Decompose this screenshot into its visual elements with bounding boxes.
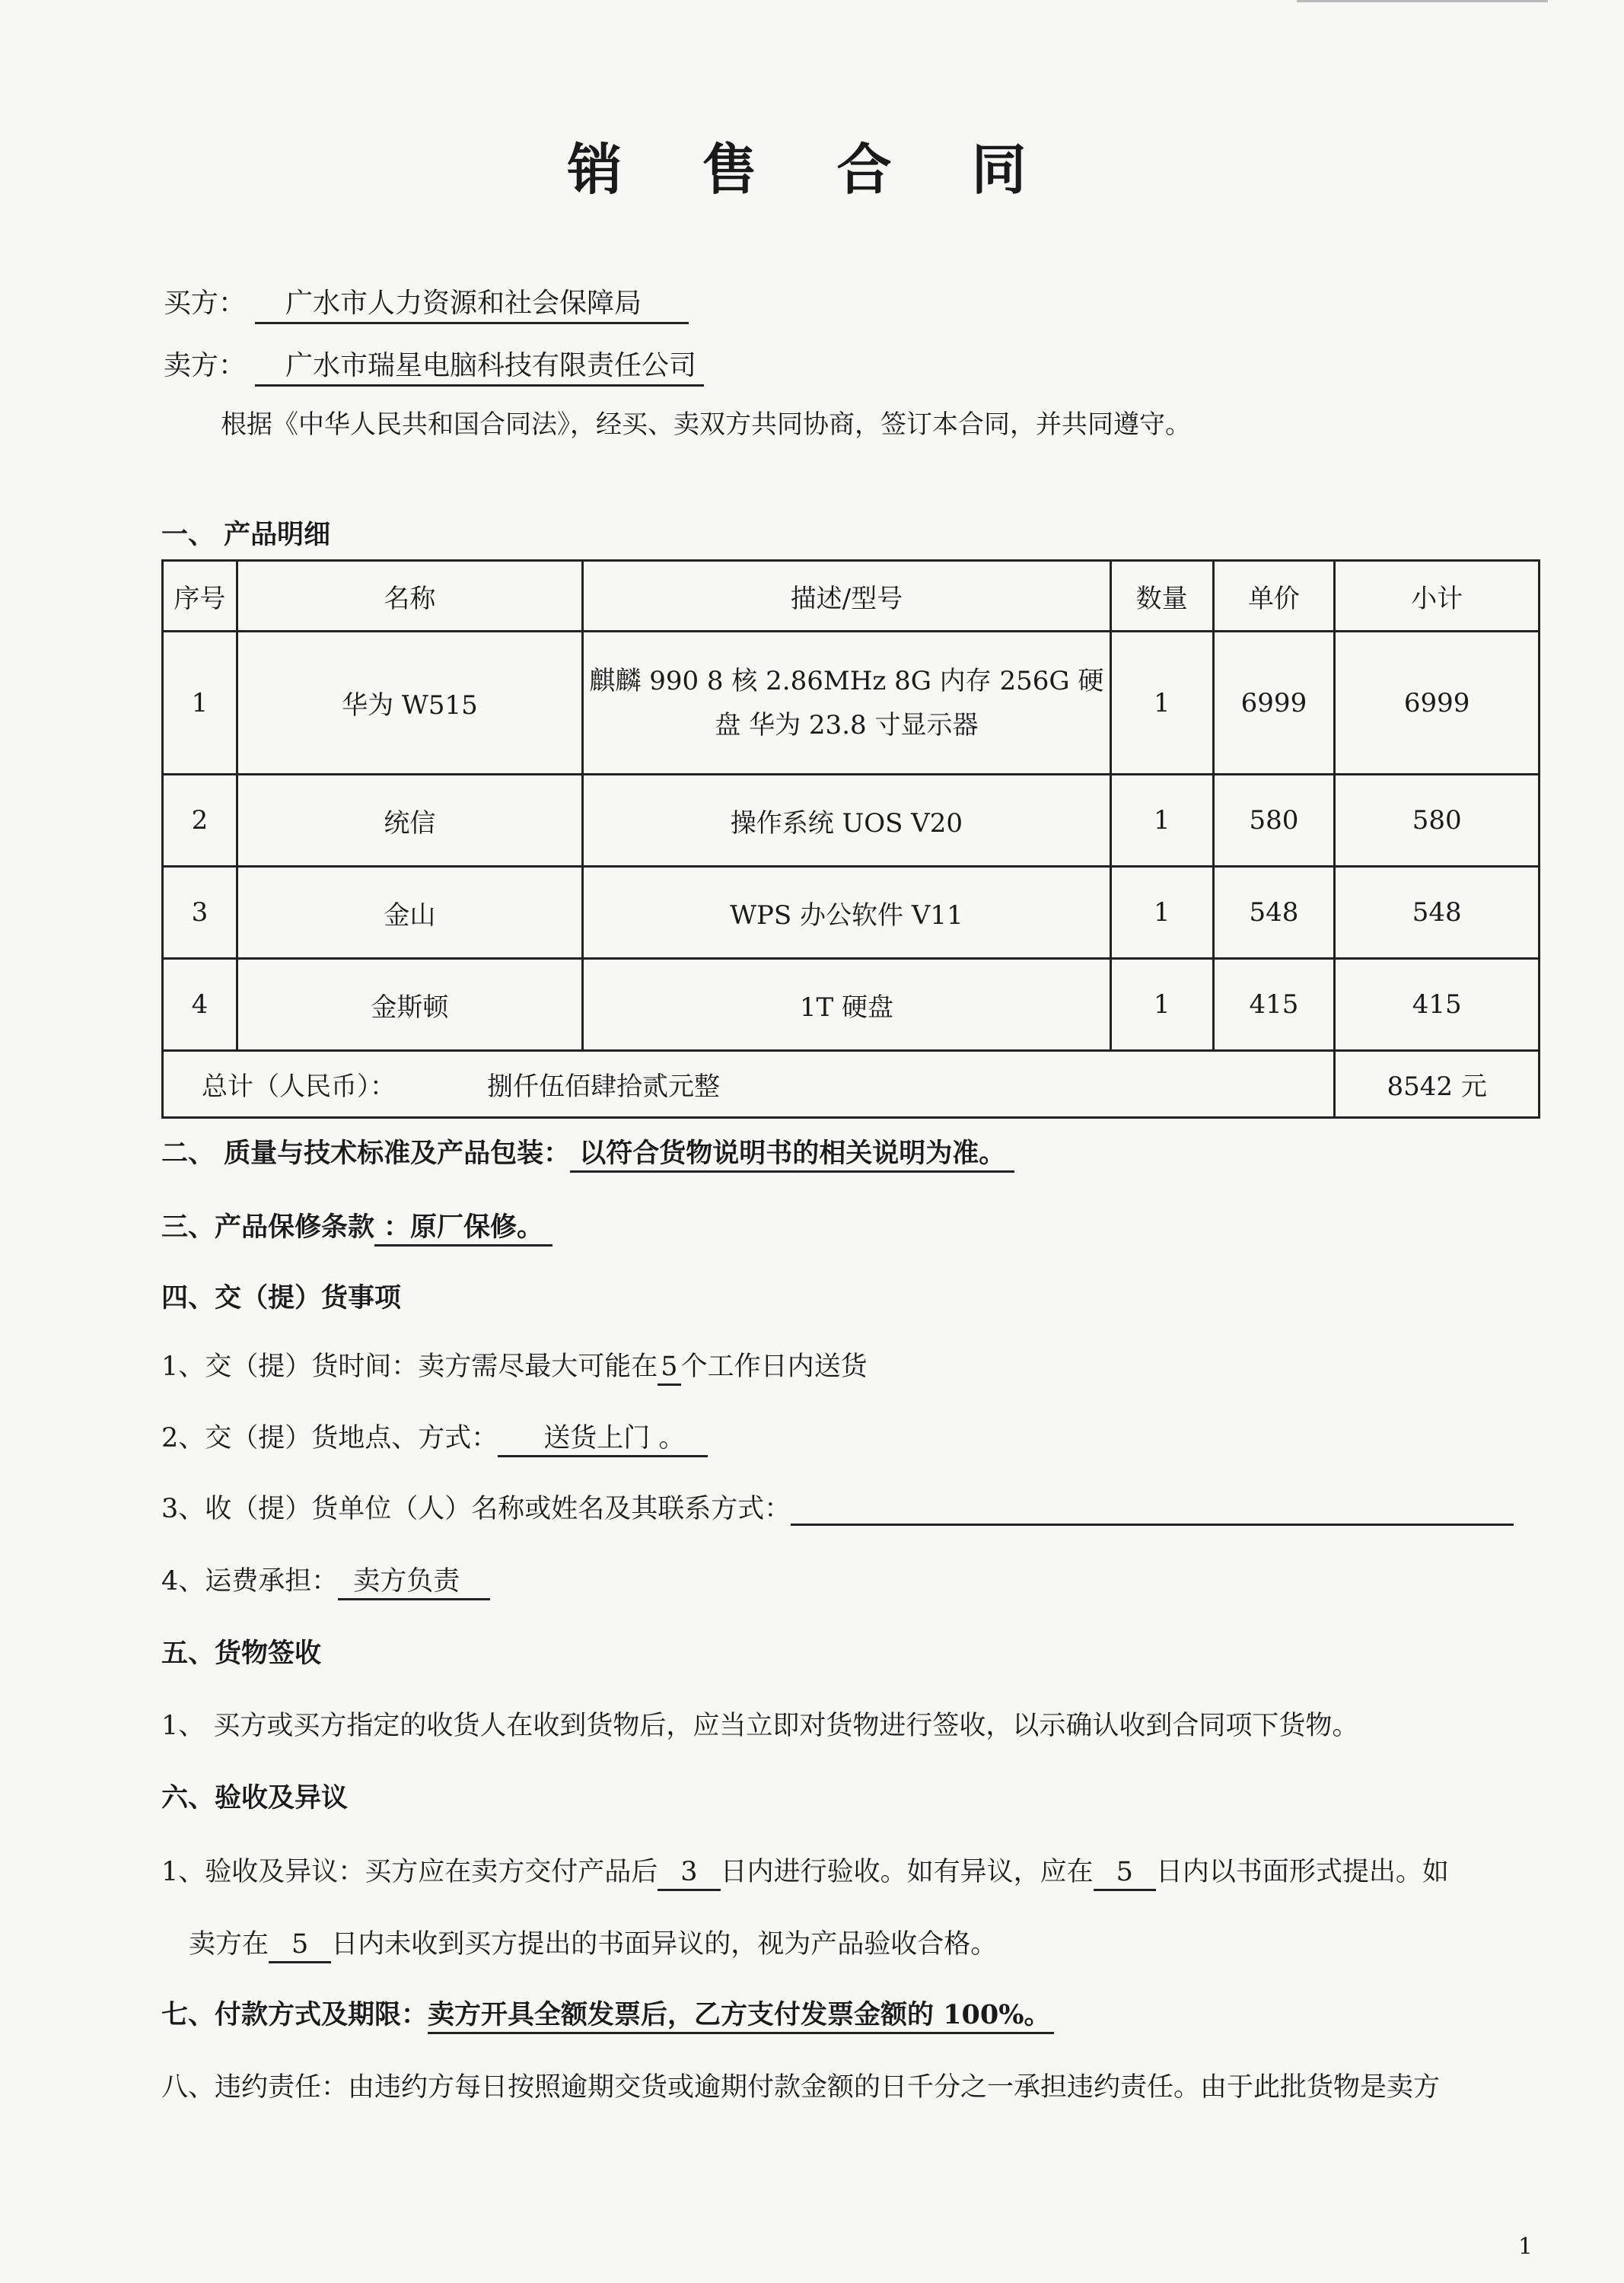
table-row <box>163 959 1540 1051</box>
section-7-value: 卖方开具全额发票后，乙方支付发票金额的 100%。 <box>428 1999 1054 2034</box>
s6-2-days: 5 <box>269 1929 331 1963</box>
table-row <box>163 867 1540 959</box>
section-5-heading: 五、货物签收 <box>161 1638 322 1669</box>
s6-1-days-objection: 5 <box>1094 1857 1156 1891</box>
s4-1-post: 个工作日内送货 <box>680 1352 868 1382</box>
section-2 <box>161 1132 1014 1170</box>
buyer-label: 买方： <box>164 288 247 319</box>
cell-qty: 1 <box>1110 867 1213 959</box>
section-3 <box>161 1206 552 1244</box>
table-total-row <box>163 1051 1540 1118</box>
s6-2-text-b: 日内未收到买方提出的书面异议的，视为产品验收合格。 <box>331 1929 998 1960</box>
section-5-item-1: 1、 买方或买方指定的收货人在收到货物后，应当立即对货物进行签收，以示确认收到合同项下货物。 <box>161 1711 1359 1741</box>
section-6-heading: 六、验收及异议 <box>161 1782 349 1813</box>
col-header-no: 序号 <box>163 561 237 632</box>
cell-subtotal: 580 <box>1335 775 1540 867</box>
page-number: 1 <box>1517 2234 1533 2260</box>
cell-price: 6999 <box>1213 632 1335 775</box>
s4-4-value: 卖方负责 <box>338 1566 490 1600</box>
col-header-qty: 数量 <box>1110 561 1213 632</box>
section-4-item-4 <box>161 1560 490 1598</box>
section-4-item-2 <box>161 1417 708 1455</box>
cell-no: 2 <box>163 775 237 867</box>
table-row <box>163 632 1540 775</box>
total-text-cell <box>163 1051 1335 1118</box>
cell-desc: 操作系统 UOS V20 <box>583 775 1111 867</box>
s6-1-text-b: 日内进行验收。如有异议，应在 <box>720 1857 1094 1887</box>
cell-price: 548 <box>1213 867 1335 959</box>
buyer-line <box>164 282 689 324</box>
s4-4-label: 4、运费承担： <box>161 1566 339 1597</box>
cell-subtotal: 6999 <box>1335 632 1540 775</box>
page-title: 销 售 合 同 <box>567 137 1057 202</box>
cell-qty: 1 <box>1110 632 1213 775</box>
section-7 <box>161 1994 1054 2032</box>
s4-2-value: 送货上门 。 <box>498 1423 708 1457</box>
buyer-value: 广水市人力资源和社会保障局 <box>255 282 689 324</box>
s4-1-days: 5 <box>658 1352 680 1386</box>
col-header-desc: 描述/型号 <box>583 561 1111 632</box>
s4-2-label: 2、交（提）货地点、方式： <box>161 1423 498 1454</box>
s6-1-text-c: 日内以书面形式提出。如 <box>1155 1857 1449 1887</box>
table-row <box>163 775 1540 867</box>
cell-desc <box>583 632 1111 775</box>
cell-no: 4 <box>163 959 237 1051</box>
col-header-name: 名称 <box>237 561 582 632</box>
seller-label: 卖方： <box>164 350 247 381</box>
seller-value: 广水市瑞星电脑科技有限责任公司 <box>255 344 704 387</box>
cell-name: 统信 <box>237 775 582 867</box>
section-1-heading: 一、 产品明细 <box>161 519 331 550</box>
product-table <box>161 559 1540 1119</box>
section-2-label: 二、 质量与技术标准及产品包装： <box>161 1138 571 1169</box>
cell-price: 415 <box>1213 959 1335 1051</box>
section-8: 八、违约责任：由违约方每日按照逾期交货或逾期付款金额的日千分之一承担违约责任。由于此批货物是卖方 <box>161 2072 1441 2103</box>
cell-desc-line2: 盘 华为 23.8 寸显示器 <box>715 709 979 740</box>
intro-text: 根据《中华人民共和国合同法》，经买、卖双方共同协商，签订本合同，并共同遵守。 <box>221 409 1191 440</box>
section-4-item-1 <box>161 1345 868 1383</box>
cell-desc: WPS 办公软件 V11 <box>583 867 1111 959</box>
col-header-subtotal: 小计 <box>1335 561 1540 632</box>
section-4-item-3 <box>161 1488 1514 1526</box>
cell-qty: 1 <box>1110 959 1213 1051</box>
s4-3-label: 3、收（提）货单位（人）名称或姓名及其联系方式： <box>161 1494 791 1524</box>
col-header-price: 单价 <box>1213 561 1335 632</box>
cell-name: 华为 W515 <box>237 632 582 775</box>
section-2-value: 以符合货物说明书的相关说明为准。 <box>570 1138 1014 1173</box>
s6-2-text-a: 卖方在 <box>189 1929 269 1960</box>
section-3-value: ：原厂保修。 <box>374 1212 552 1247</box>
section-6-item-1 <box>161 1851 1449 1889</box>
s6-1-days-inspect: 3 <box>658 1857 720 1891</box>
top-edge-mark <box>1297 0 1548 13</box>
s4-3-blank <box>791 1501 1514 1526</box>
cell-desc-line1: 麒麟 990 8 核 2.86MHz 8G 内存 256G 硬 <box>589 665 1104 696</box>
total-in-words: 捌仟伍佰肆拾贰元整 <box>487 1071 720 1102</box>
cell-name: 金斯顿 <box>237 959 582 1051</box>
cell-subtotal: 415 <box>1335 959 1540 1051</box>
section-3-label: 三、产品保修条款 <box>161 1212 375 1243</box>
cell-price: 580 <box>1213 775 1335 867</box>
seller-line <box>164 344 704 387</box>
cell-qty: 1 <box>1110 775 1213 867</box>
cell-no: 3 <box>163 867 237 959</box>
cell-no: 1 <box>163 632 237 775</box>
cell-subtotal: 548 <box>1335 867 1540 959</box>
total-label: 总计（人民币）： <box>202 1071 396 1102</box>
section-6-item-1-cont <box>189 1923 997 1961</box>
s4-1-pre: 1、交（提）货时间：卖方需尽最大可能在 <box>161 1352 658 1382</box>
cell-desc: 1T 硬盘 <box>583 959 1111 1051</box>
section-7-label: 七、付款方式及期限： <box>161 1999 428 2030</box>
total-value: 8542 元 <box>1335 1051 1540 1118</box>
s6-1-text-a: 1、验收及异议：买方应在卖方交付产品后 <box>161 1857 658 1887</box>
cell-name: 金山 <box>237 867 582 959</box>
section-4-heading: 四、交（提）货事项 <box>161 1282 402 1313</box>
table-header-row <box>163 561 1540 632</box>
